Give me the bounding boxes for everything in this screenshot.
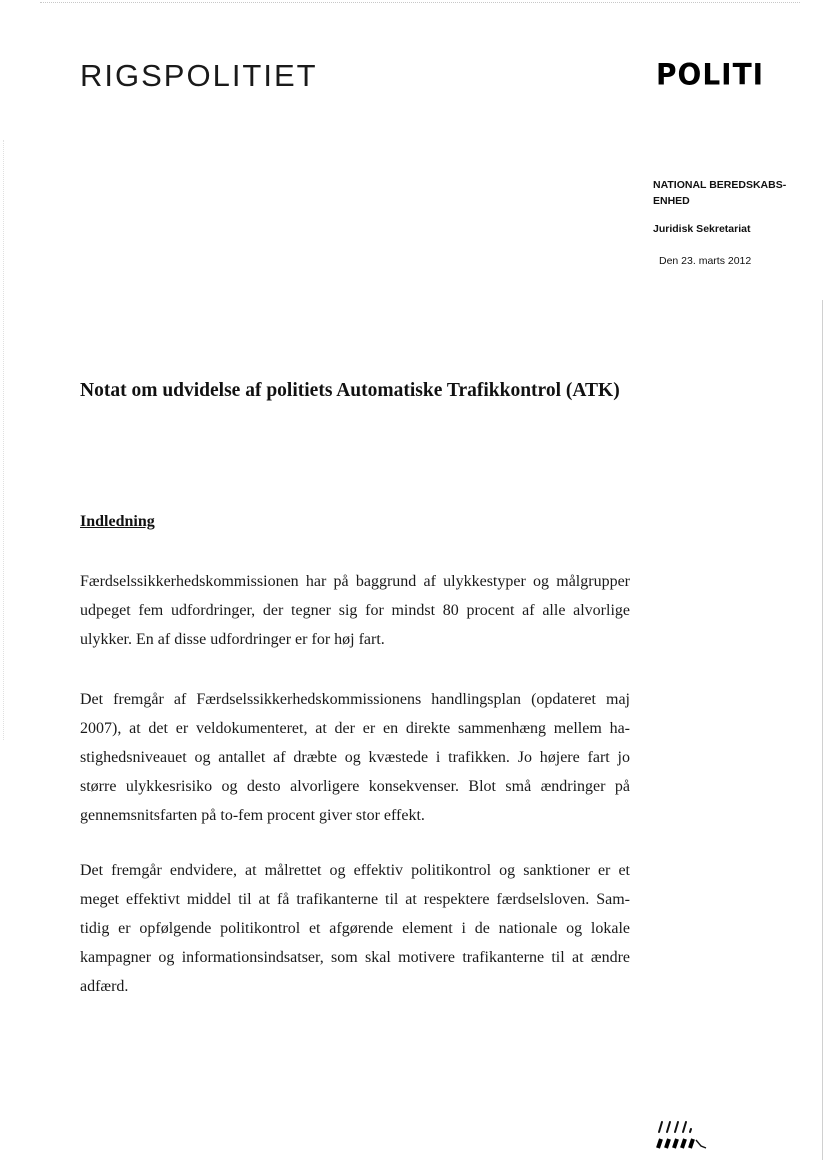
department-line-2: ENHED (653, 195, 690, 207)
paragraph-line: Færdselssikkerhedskommissionen har på baggrund af ulykkestyper og målgrupper (80, 573, 630, 590)
paragraph-line: kampagner og informationsindsatser, som skal motivere trafikanterne til at ændre (80, 949, 630, 966)
document-date: Den 23. marts 2012 (659, 255, 752, 267)
section-name: Juridisk Sekretariat (653, 223, 751, 235)
paragraph-line: stighedsniveauet og antallet af dræbte og kvæstede i trafikken. Jo højere fart jo (80, 749, 630, 766)
paragraph-line: adfærd. (80, 978, 129, 995)
department-line-1: NATIONAL BEREDSKABS- (653, 179, 787, 191)
paragraph-line: ulykker. En af disse udfordringer er for høj fart. (80, 631, 385, 648)
paragraph-line: tidig er opfølgende politikontrol et afgørende element i de nationale og lokale (80, 920, 630, 937)
politi-logo: POLITI (656, 57, 765, 92)
paragraph-line: Det fremgår af Færdselssikkerhedskommissionens handlingsplan (opdateret maj (80, 691, 630, 708)
paragraph-3 (80, 856, 630, 1001)
scan-edge-right (822, 300, 823, 1160)
document-title: Notat om udvidelse af politiets Automatiske Trafikkontrol (ATK) (80, 380, 620, 401)
scan-edge-left (3, 140, 4, 740)
paragraph-line: større ulykkesrisiko og desto alvorligere konsekvenser. Blot små ændringer på (80, 778, 630, 795)
org-name: RIGSPOLITIET (80, 58, 318, 93)
department-name (653, 177, 803, 209)
paragraph-line: Det fremgår endvidere, at målrettet og effektiv politikontrol og sanktioner er et (80, 862, 630, 879)
paragraph-line: udpeget fem udfordringer, der tegner sig for mindst 80 procent af alle alvorlige (80, 602, 630, 619)
section-heading: Indledning (80, 513, 155, 530)
paragraph-2 (80, 685, 630, 830)
scan-edge-top (40, 2, 800, 3)
initials-mark-icon (655, 1118, 715, 1158)
paragraph-1 (80, 567, 630, 654)
paragraph-line: gennemsnitsfarten på to-fem procent giver stor effekt. (80, 807, 425, 824)
paragraph-line: 2007), at det er veldokumenteret, at der er en direkte sammenhæng mellem ha- (80, 720, 630, 737)
paragraph-line: meget effektivt middel til at få trafikanterne til at respektere færdselsloven. Sam- (80, 891, 630, 908)
